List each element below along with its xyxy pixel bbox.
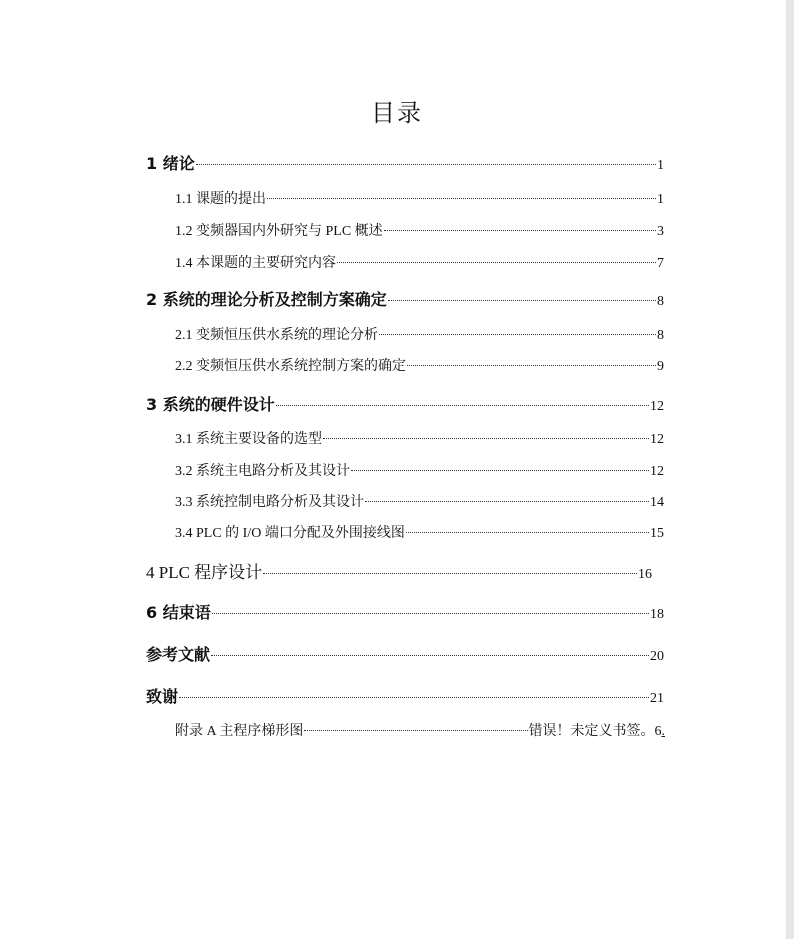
toc-entry-page: 12 [650, 432, 664, 447]
dot-leader [304, 730, 527, 731]
toc-entry-2-2[interactable] [175, 355, 664, 375]
toc-entry-1-2[interactable] [175, 220, 664, 240]
toc-entry-label: 4 PLC 程序设计 [146, 563, 263, 582]
toc-entry-2-1[interactable] [175, 324, 664, 344]
toc-entry-references[interactable] [146, 642, 664, 665]
dot-leader [323, 438, 649, 439]
dot-leader [263, 573, 637, 574]
toc-entry-acknowledgement[interactable] [146, 684, 664, 707]
toc-entry-label: 1.1 课题的提出 [175, 192, 266, 207]
toc-entry-label: 6 结束语 [146, 603, 211, 622]
toc-entry-page: 错误！未定义书签。6 [528, 724, 662, 739]
toc-entry-label: 致谢 [146, 687, 179, 706]
toc-entry-page: 9 [657, 359, 664, 374]
dot-leader [379, 334, 656, 335]
toc-entry-label: 3.1 系统主要设备的选型 [175, 432, 322, 447]
dot-leader [365, 501, 649, 502]
toc-entry-label: 1 绪论 [146, 154, 195, 173]
toc-entry-page: 1 [657, 158, 664, 173]
toc-entry-6[interactable] [146, 600, 664, 623]
dot-leader [267, 198, 656, 199]
toc-entry-3[interactable] [146, 392, 664, 415]
toc-entry-page: 3 [657, 224, 664, 239]
dot-leader [337, 262, 656, 263]
dot-leader [406, 532, 649, 533]
toc-entry-page: 7 [657, 256, 664, 271]
toc-entry-page: 12 [650, 464, 664, 479]
toc-entry-page: 21 [650, 691, 664, 706]
toc-entry-label: 参考文献 [146, 645, 211, 664]
toc-entry-appendix-a[interactable] [175, 720, 665, 740]
toc-entry-label: 附录 A 主程序梯形图 [175, 724, 304, 739]
dot-leader [211, 655, 649, 656]
toc-entry-label: 1.4 本课题的主要研究内容 [175, 256, 336, 271]
toc-entry-label: 3.4 PLC 的 I/O 端口分配及外围接线图 [175, 526, 405, 541]
toc-title: 目录 [371, 99, 423, 127]
toc-entry-label: 2 系统的理论分析及控制方案确定 [146, 290, 387, 309]
toc-entry-3-4[interactable] [175, 522, 664, 542]
toc-entry-label: 2.1 变频恒压供水系统的理论分析 [175, 328, 378, 343]
toc-entry-page: 16 [638, 567, 652, 582]
dot-leader [384, 230, 656, 231]
page-edge [786, 0, 794, 939]
dot-leader [388, 300, 656, 301]
toc-entry-3-3[interactable] [175, 491, 664, 511]
toc-entry-1[interactable] [146, 151, 664, 174]
toc-entry-page: 15 [650, 526, 664, 541]
toc-entry-4[interactable] [146, 558, 652, 583]
toc-entry-label: 1.2 变频器国内外研究与 PLC 概述 [175, 224, 383, 239]
toc-entry-label: 3 系统的硬件设计 [146, 395, 275, 414]
dot-leader [212, 613, 649, 614]
dot-leader [407, 365, 656, 366]
toc-entry-page: 14 [650, 495, 664, 510]
toc-entry-2[interactable] [146, 287, 664, 310]
toc-entry-trailing-mark: . [661, 724, 665, 739]
toc-entry-1-4[interactable] [175, 252, 664, 272]
toc-entry-page: 8 [657, 328, 664, 343]
toc-entry-label: 3.2 系统主电路分析及其设计 [175, 464, 350, 479]
toc-entry-3-2[interactable] [175, 460, 664, 480]
dot-leader [179, 697, 649, 698]
toc-entry-page: 20 [650, 649, 664, 664]
toc-entry-3-1[interactable] [175, 428, 664, 448]
toc-entry-1-1[interactable] [175, 188, 664, 208]
dot-leader [276, 405, 649, 406]
toc-entry-page: 12 [650, 399, 664, 414]
dot-leader [196, 164, 656, 165]
toc-entry-label: 3.3 系统控制电路分析及其设计 [175, 495, 364, 510]
toc-entry-page: 1 [657, 192, 664, 207]
toc-entry-label: 2.2 变频恒压供水系统控制方案的确定 [175, 359, 406, 374]
dot-leader [351, 470, 649, 471]
toc-entry-page: 18 [650, 607, 664, 622]
toc-entry-page: 8 [657, 294, 664, 309]
